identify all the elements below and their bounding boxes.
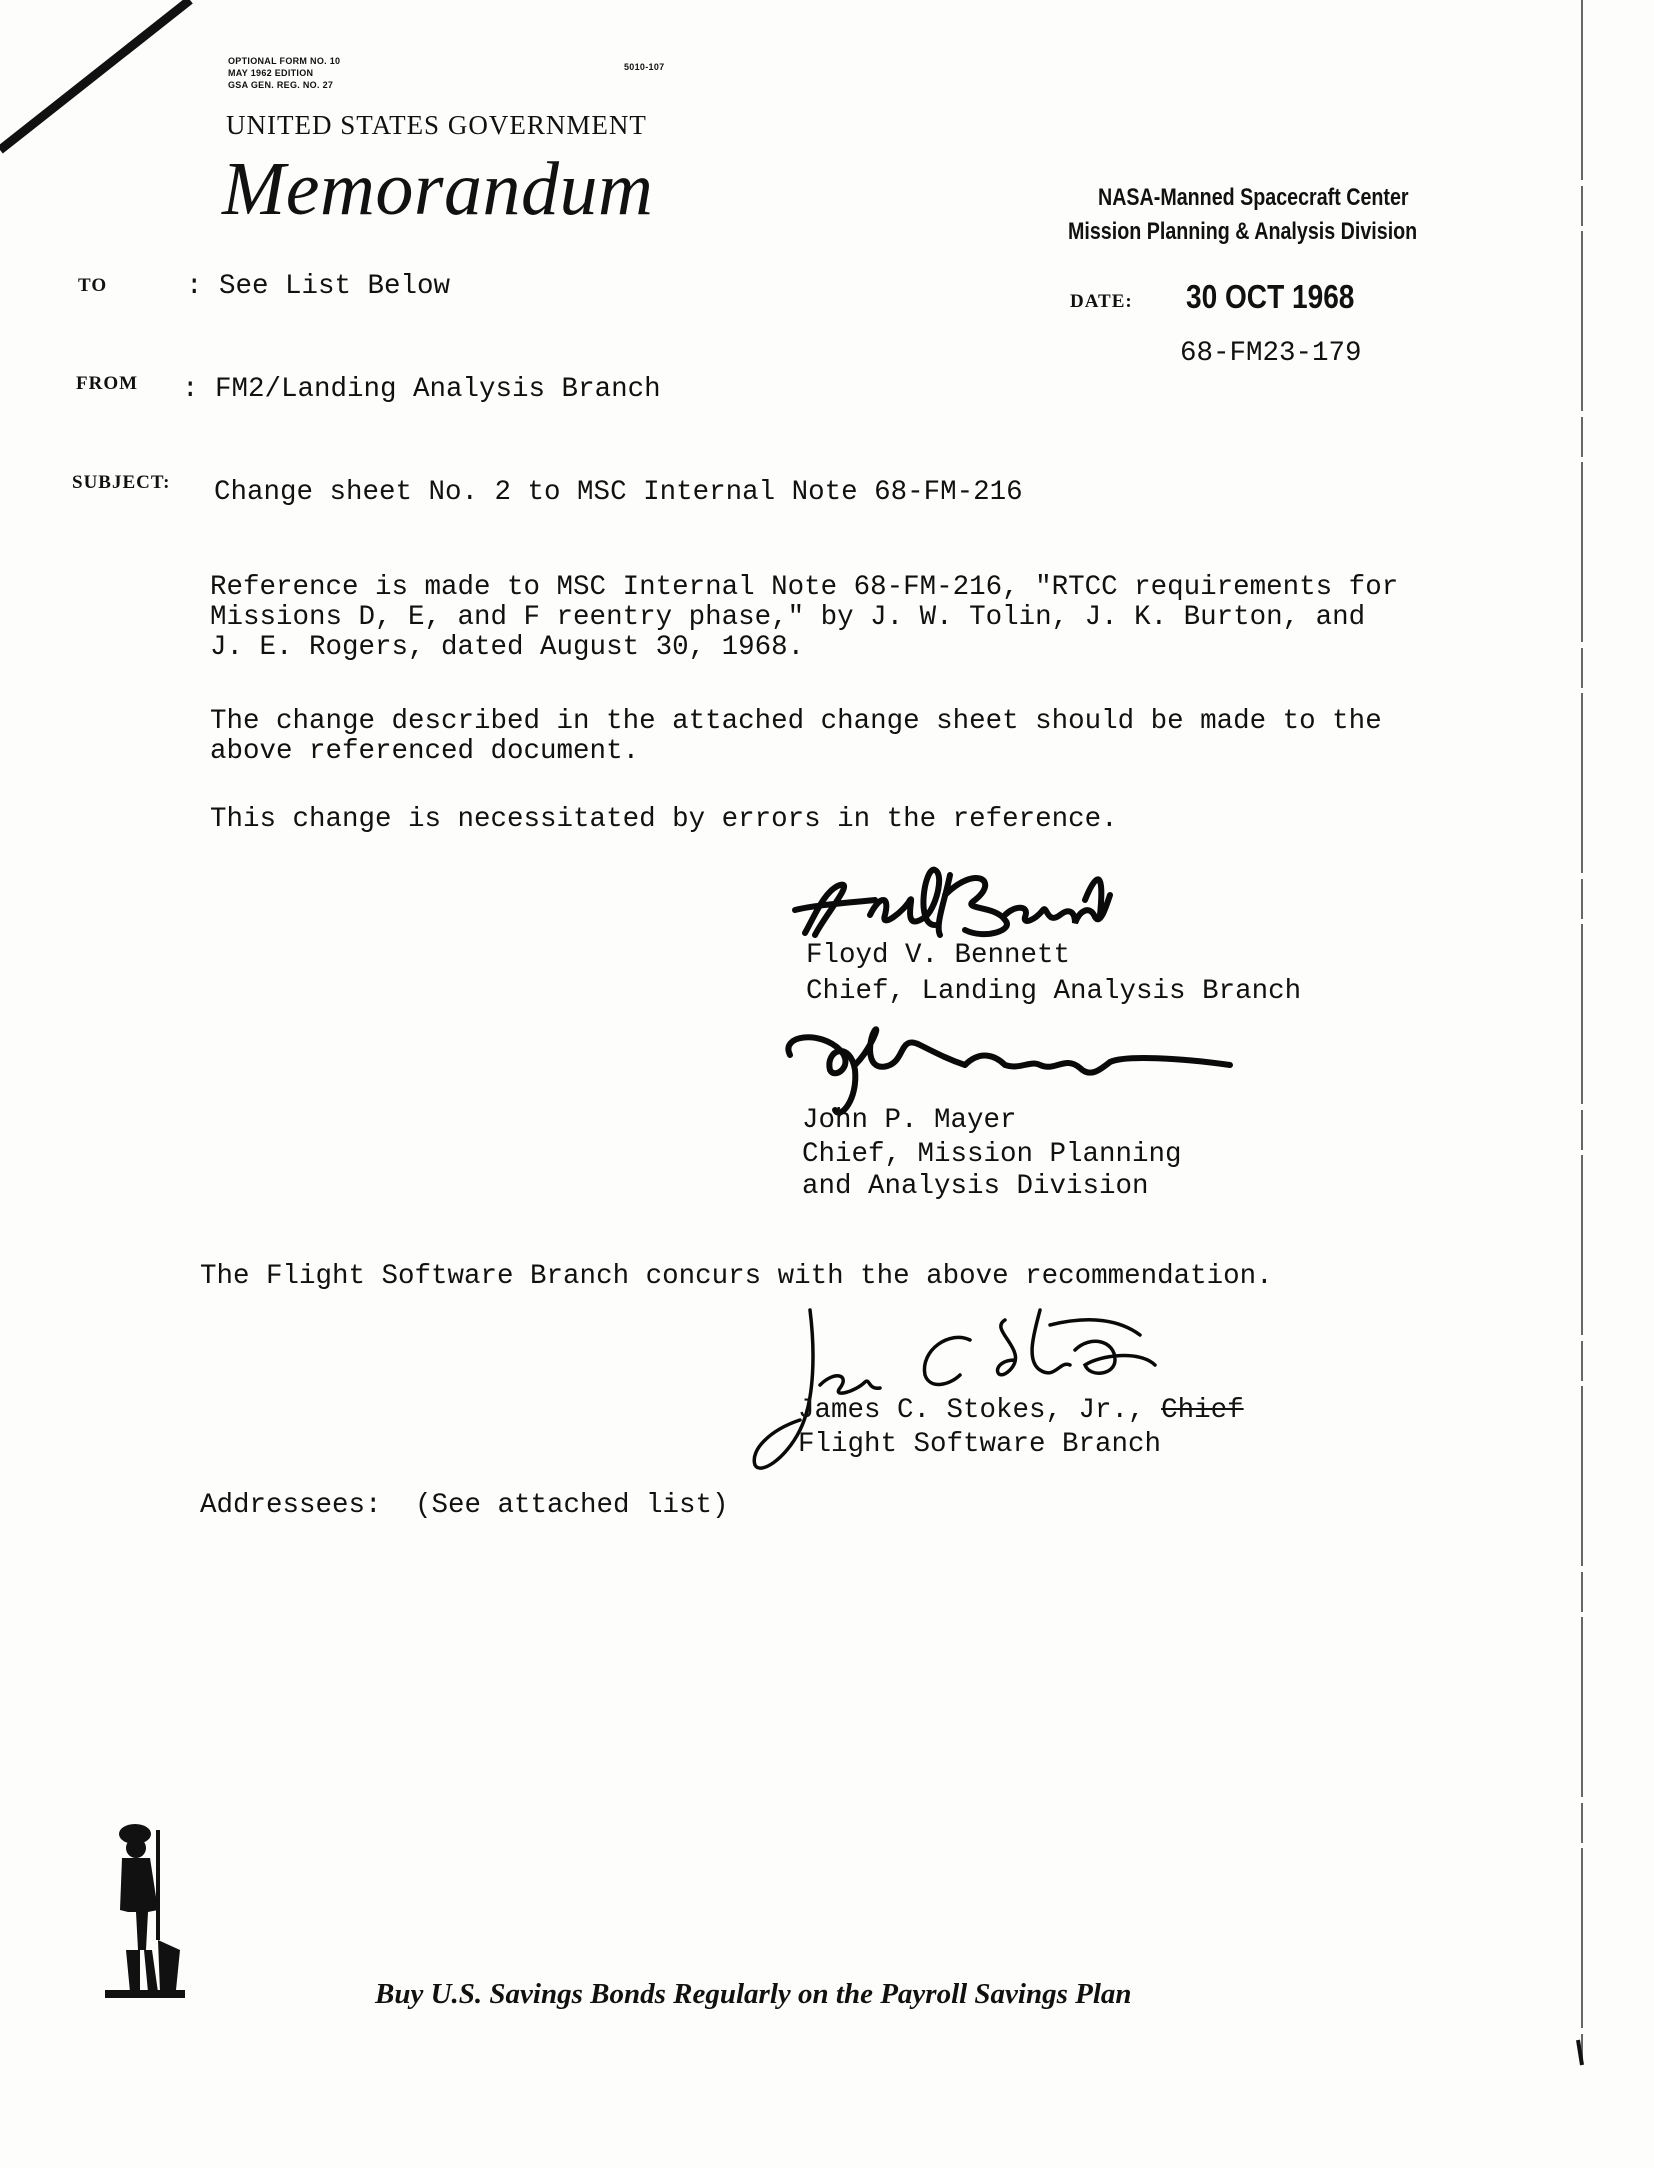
signatory-3-name: [798, 1396, 1244, 1426]
subject-value: Change sheet No. 2 to MSC Internal Note 68-FM-216: [214, 477, 1023, 508]
paragraph-1-line-2: Missions D, E, and F reentry phase," by J. W. Tolin, J. K. Burton, and: [210, 602, 1366, 633]
signature-bennett: [785, 855, 1205, 950]
from-value: : FM2/Landing Analysis Branch: [182, 374, 661, 405]
scan-corner-mark: [0, 0, 200, 180]
from-label: FROM: [76, 373, 139, 394]
form-regulation: GSA GEN. REG. NO. 27: [228, 80, 334, 90]
date-label: DATE:: [1070, 291, 1133, 312]
signature-mayer: [780, 1010, 1250, 1120]
paragraph-1-line-3: J. E. Rogers, dated August 30, 1968.: [210, 632, 805, 663]
paragraph-2-line-2: above referenced document.: [210, 736, 640, 767]
addressees-value: (See attached list): [415, 1490, 729, 1521]
signatory-3-struck-title: Chief: [1161, 1395, 1244, 1426]
signatory-2-title-line-2: and Analysis Division: [802, 1171, 1149, 1202]
signatory-1-title: Chief, Landing Analysis Branch: [806, 976, 1302, 1007]
scan-edge-mark: [1560, 0, 1600, 2168]
paragraph-2-line-1: The change described in the attached change sheet should be made to the: [210, 706, 1382, 737]
signatory-2-title-line-1: Chief, Mission Planning: [802, 1139, 1182, 1170]
subject-label: SUBJECT:: [72, 472, 171, 493]
signatory-1-name: Floyd V. Bennett: [806, 940, 1071, 971]
center-name: NASA-Manned Spacecraft Center: [1098, 184, 1409, 211]
agency-name: UNITED STATES GOVERNMENT: [226, 110, 647, 140]
form-edition: MAY 1962 EDITION: [228, 68, 314, 78]
to-label: TO: [78, 275, 108, 296]
signature-stokes: [740, 1290, 1220, 1490]
addressees-label: Addressees:: [200, 1490, 382, 1521]
concurrence-statement: The Flight Software Branch concurs with the above recommendation.: [200, 1261, 1273, 1292]
minuteman-emblem-icon: [100, 1820, 190, 2000]
date-stamp: 30 OCT 1968: [1186, 278, 1355, 315]
savings-bonds-footer: Buy U.S. Savings Bonds Regularly on the Payroll Savings Plan: [375, 1978, 1132, 2010]
division-name: Mission Planning & Analysis Division: [1068, 218, 1418, 245]
reference-number: 68-FM23-179: [1180, 338, 1362, 369]
to-value: : See List Below: [186, 271, 451, 302]
paragraph-3: This change is necessitated by errors in the reference.: [210, 804, 1118, 835]
form-number: OPTIONAL FORM NO. 10: [228, 56, 341, 66]
paragraph-1-line-1: Reference is made to MSC Internal Note 68-FM-216, "RTCC requirements for: [210, 572, 1399, 603]
signatory-3-name-text: James C. Stokes, Jr.,: [798, 1395, 1145, 1426]
form-code: 5010-107: [624, 62, 665, 72]
signatory-3-title: Flight Software Branch: [798, 1429, 1162, 1460]
page-title: Memorandum: [222, 147, 654, 231]
signatory-2-name: John P. Mayer: [802, 1105, 1017, 1136]
